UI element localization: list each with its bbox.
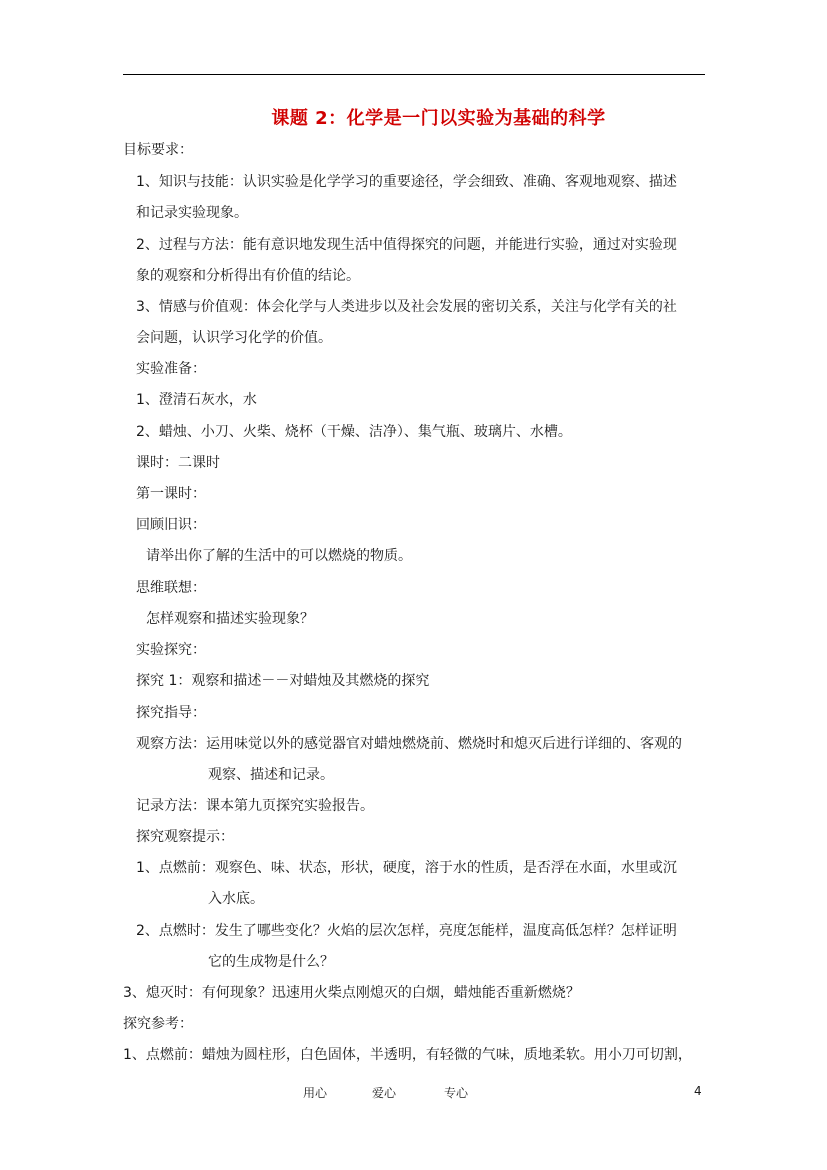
paragraph-line: 象的观察和分析得出有价值的结论。	[136, 268, 360, 284]
section-heading: 实验探究：	[136, 642, 206, 658]
section-heading-goals: 目标要求：	[123, 142, 193, 158]
footer-motto-2: 爱心	[372, 1086, 397, 1100]
section-heading: 探究观察提示：	[136, 829, 234, 845]
section-heading-prep: 实验准备：	[136, 361, 206, 377]
paragraph-line: 怎样观察和描述实验现象？	[146, 611, 314, 627]
paragraph-line: 探究 1：观察和描述－－对蜡烛及其燃烧的探究	[136, 673, 430, 689]
section-heading: 思维联想：	[136, 580, 206, 596]
paragraph-line: 观察方法：运用味觉以外的感觉器官对蜡烛燃烧前、燃烧时和熄灭后进行详细的、客观的	[136, 736, 682, 752]
paragraph-line: 记录方法：课本第九页探究实验报告。	[136, 798, 374, 814]
paragraph-line: 和记录实验现象。	[136, 205, 248, 221]
list-item-continuation: 它的生成物是什么？	[208, 954, 334, 970]
section-heading: 探究参考：	[123, 1016, 193, 1032]
section-heading: 第一课时：	[136, 486, 206, 502]
header-rule	[123, 74, 705, 75]
section-heading: 探究指导：	[136, 705, 206, 721]
paragraph-line: 1、知识与技能：认识实验是化学学习的重要途径，学会细致、准确、客观地观察、描述	[136, 174, 677, 190]
list-item: 1、点燃前：观察色、味、状态，形状，硬度，溶于水的性质，是否浮在水面，水里或沉	[136, 860, 677, 876]
paragraph-line: 请举出你了解的生活中的可以燃烧的物质。	[146, 548, 412, 564]
list-item: 1、澄清石灰水，水	[136, 392, 257, 408]
paragraph-line: 3、情感与价值观：体会化学与人类进步以及社会发展的密切关系，关注与化学有关的社	[136, 299, 677, 315]
paragraph-line: 2、过程与方法：能有意识地发现生活中值得探究的问题，并能进行实验，通过对实验现	[136, 237, 677, 253]
paragraph-line: 观察、描述和记录。	[208, 767, 334, 783]
footer-motto-3: 专心	[444, 1086, 469, 1100]
list-item: 2、点燃时：发生了哪些变化？火焰的层次怎样，亮度怎能样，温度高低怎样？怎样证明	[136, 923, 677, 939]
paragraph-line: 课时：二课时	[136, 455, 220, 471]
section-heading: 回顾旧识：	[136, 517, 206, 533]
list-item: 1、点燃前：蜡烛为圆柱形，白色固体，半透明，有轻微的气味，质地柔软。用小刀可切割，	[123, 1047, 692, 1063]
list-item-continuation: 入水底。	[208, 891, 264, 907]
page-number: 4	[694, 1084, 702, 1098]
list-item: 2、蜡烛、小刀、火柴、烧杯（干燥、洁净）、集气瓶、玻璃片、水槽。	[136, 424, 572, 440]
paragraph-line: 会问题，认识学习化学的价值。	[136, 330, 332, 346]
list-item: 3、熄灭时：有何现象？迅速用火柴点刚熄灭的白烟，蜡烛能否重新燃烧？	[123, 985, 580, 1001]
footer-motto-1: 用心	[303, 1086, 328, 1100]
page-title: 课题 2：化学是一门以实验为基础的科学	[271, 108, 606, 129]
